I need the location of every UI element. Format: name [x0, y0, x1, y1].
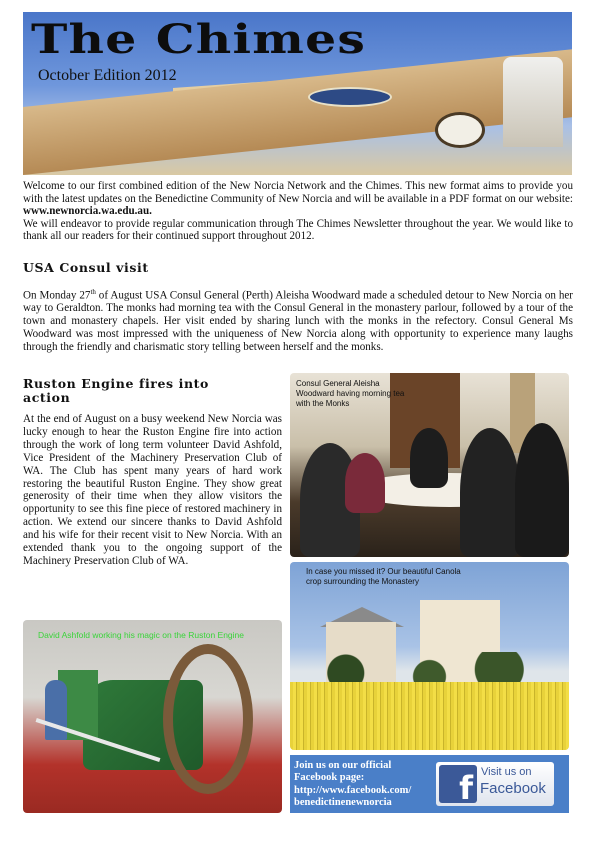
clock-tower	[503, 57, 563, 147]
flywheel	[163, 644, 253, 794]
intro-paragraph	[23, 180, 573, 218]
canola-photo	[290, 562, 569, 750]
facebook-visit-label: Visit us on	[481, 766, 532, 778]
monk-figure	[410, 428, 448, 488]
website-link[interactable]: www.newnorcia.wa.edu.au.	[23, 205, 152, 218]
canola-caption: In case you missed it? Our beautiful Canola crop surrounding the Monastery	[306, 567, 461, 586]
monks-photo	[290, 373, 569, 557]
canola-field	[290, 682, 569, 750]
clock-face-icon	[308, 87, 392, 107]
engine-photo	[23, 620, 282, 813]
monk-figure	[460, 428, 520, 557]
ruston-heading: Ruston Engine fires into action	[23, 376, 209, 405]
usa-day: On Monday 27	[23, 289, 91, 302]
usa-consul-heading: USA Consul visit	[23, 260, 149, 275]
masthead-banner	[23, 12, 572, 175]
monk-figure	[515, 423, 569, 557]
facebook-name-label: Facebook	[480, 780, 546, 797]
clock-face-icon	[435, 112, 485, 148]
facebook-panel	[290, 755, 569, 813]
facebook-badge[interactable]	[436, 762, 554, 806]
usa-day-suffix: th	[90, 288, 96, 296]
intro-text: Welcome to our first combined edition of the New Norcia Network and the Chimes. This new format aims to provide you with the latest updates on the Benedictine Community of New Norcia and will be available in a PDF format on our website:	[23, 180, 573, 205]
edition-label: October Edition 2012	[38, 67, 177, 84]
usa-consul-body	[23, 286, 573, 354]
facebook-text[interactable]: Join us on our official Facebook page: http://www.facebook.com/ benedictinenewnorcia	[294, 760, 412, 808]
ruston-body: At the end of August on a busy weekend New Norcia was lucky enough to hear the Ruston Engine fire into action through the work of long term volunteer David Ashfold, Vice President of the Machinery Preservation Club of WA. The Club has spent many years of hard work restoring the beautiful Ruston Engine. They show great generosity of their time when they allow visitors the opportunity to see this fine piece of restored machinery in action. We extend our sincere thanks to David Ashfold and his wife for their recent visit to New Norcia. With an extended thank you to the ongoing support of the Machinery Preservation Club of WA.	[23, 413, 282, 567]
intro-paragraph-2: We will endeavor to provide regular communication through The Chimes Newsletter throughout the year. We would like to thank all our readers for their continued support throughout 2012.	[23, 217, 573, 243]
engine-caption: David Ashfold working his magic on the Ruston Engine	[38, 630, 245, 640]
consul-figure	[345, 453, 385, 513]
facebook-icon: f	[439, 765, 477, 803]
newsletter-title: The Chimes	[31, 16, 367, 63]
usa-body-text: of August USA Consul General (Perth) Aleisha Woodward made a scheduled detour to New Norcia on her way to Geraldton. The monks had morning tea with the Consul General in the monastery parlour, followed by a tour of the town and monastery chapels. Her visit ended by sharing lunch with the monks in the refectory. Consul General Ms Woodward was most impressed with the uniqueness of New Norcia along with opportunity to experience many laughs through the friendly and charismatic story telling between herself and the monks.	[23, 289, 573, 353]
monks-caption: Consul General Aleisha Woodward having morning tea with the Monks	[296, 379, 405, 408]
intro-section	[23, 180, 573, 243]
